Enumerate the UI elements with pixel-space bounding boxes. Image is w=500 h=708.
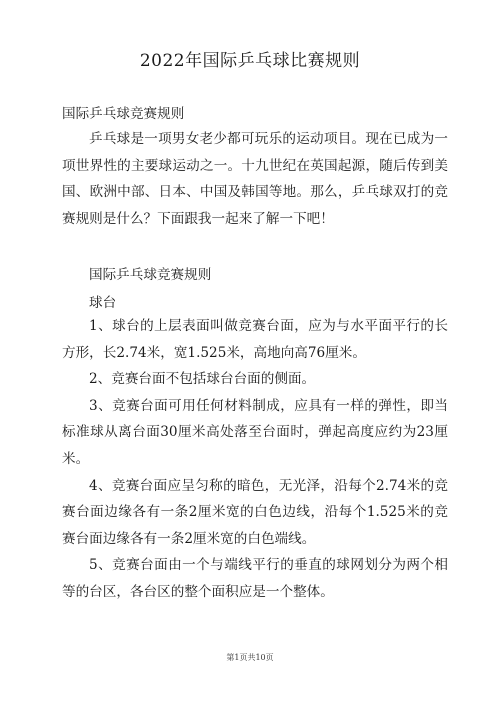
intro-paragraph: 乒乓球是一项男女老少都可玩乐的运动项目。现在已成为一项世界性的主要球运动之一。十九世纪在英国起源，随后传到美国、欧洲中部、日本、中国及韩国等地。那么，乒乓球双打的竞赛规则是什么？下面跟我一起来了解一下吧！: [62, 131, 448, 227]
document-title: 2022年国际乒乓球比赛规则: [139, 51, 361, 71]
rule-paragraph: 1、球台的上层表面叫做竞赛台面，应为与水平面平行的长方形，长2.74米，宽1.525米，高地向高76厘米。: [62, 318, 448, 361]
rule-paragraph: 3、竞赛台面可用任何材料制成，应具有一样的弹性，即当标准球从离台面30厘米高处落至台面时，弹起高度应约为23厘米。: [62, 397, 448, 467]
rule-paragraph: 2、竞赛台面不包括球台台面的侧面。: [89, 371, 316, 388]
section-heading: 国际乒乓球竞赛规则: [62, 106, 185, 122]
rule-paragraph: 5、竞赛台面由一个与端线平行的垂直的球网划分为两个相等的台区，各台区的整个面积应是一个整体。: [62, 557, 448, 600]
rules-block: [62, 313, 448, 606]
rule-paragraph: 4、竞赛台面应呈匀称的暗色，无光泽，沿每个2.74米的竞赛台面边缘各有一条2厘米宽的白色边线，沿每个1.525米的竞赛台面边缘各有一条2厘米宽的白色端线。: [62, 477, 448, 547]
section-heading: 国际乒乓球竞赛规则: [89, 267, 212, 283]
page-footer: 第1页共10页: [226, 653, 274, 662]
subheading-table: 球台: [89, 295, 117, 311]
intro-block: [62, 126, 448, 232]
